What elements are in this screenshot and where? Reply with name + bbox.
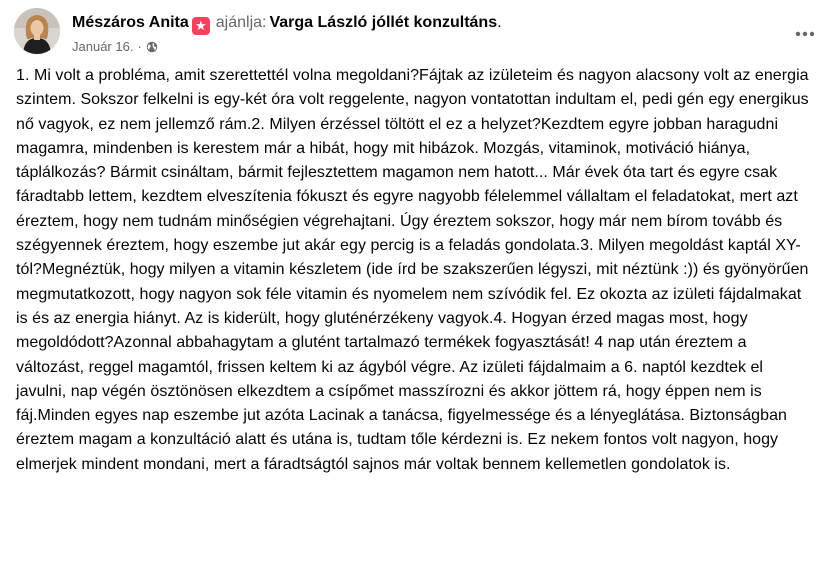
recommended-page-name[interactable]: Varga László jóllét konzultáns [269,14,498,31]
author-avatar[interactable] [14,8,60,54]
avatar-image [14,8,60,54]
post-header [12,4,825,60]
star-badge-icon[interactable]: ★ [192,17,210,35]
page-name-suffix: . [497,14,502,31]
author-line [72,13,502,35]
meta-separator: · [137,39,142,54]
globe-icon [146,41,158,57]
recommends-label: ajánlja: [215,14,267,31]
post-meta [72,39,158,57]
more-options-button[interactable] [787,16,823,52]
post-date[interactable]: Január 16. [72,39,134,54]
author-name[interactable]: Mészáros Anita [72,14,189,31]
post-body-text: 1. Mi volt a probléma, amit szerettettél volna megoldani?Fájtak az izületeim és nagyon alacsony volt az energia szintem. Sokszor felkelni is egy-két óra volt reggelente, nagyon vontatottan indultam el, pedi gén egy energikus nő vagyok, ez nem jellemző rám.2. Milyen érzéssel töltött el ez a helyzet?Kezdtem egyre jobban haragudni magamra, mindenben is kerestem már a hibát, hogy mit hibázok. Mozgás, vitaminok, motiváció hiánya, táplálkozás? Bármit csináltam, bármit fejlesztettem magamon nem hatott... Már évek óta tart és egyre csak fáradtabb lettem, kezdtem elveszítenia fókuszt és egyre nagyobb félelemmel vállaltam el feladatokat, mert azt éreztem, hogy nem tudnám minőségien végrehajtani. Úgy éreztem sokszor, hogy már nem bírom tovább és szégyennek éreztem, hogy eszembe jut akár egy percig is a feladás gondolata.3. Milyen megoldást kaptál XY-tól?Megnéztük, hogy milyen a vitamin készletem (ide írd be szakszerűen légyszi, mit néztünk :)) és gyönyörűen megmutatkozott, hogy nagyon sok féle vitamin és nyomelem nem szívódik fel. Ez okozta az izületi fájdalmakat is és az energia hiányt. Az is kiderült, hogy gluténérzékeny vagyok.4. Hogyan érzed magas most, hogy megoldódott?Azonnal abbahagytam a glutént tartalmazó termékek fogyasztását! 4 nap után éreztem a változást, reggel magamtól, frissen keltem ki az ágyból végre. Az izületi fájdalmaim a 6. naptól kezdtek el javulni, nap végén ösztönösen elkezdtem a csípőmet masszírozni és akkor jöttem rá, hogy éppen nem is fáj.Minden egyes nap eszembe jut azóta Lacinak a tanácsa, figyelmessége és a lényeglátása. Biztonságban éreztem magam a konzultáció alatt és utána is, tudtam tőle kérdezni is. Ez nekem fontos volt nagyon, hogy elmerjek mindent mondani, mert a fáradtságtól sajnos már voltak bennem kellemetlen gondolatok is. [16,67,809,473]
more-options-icon [795,31,815,37]
